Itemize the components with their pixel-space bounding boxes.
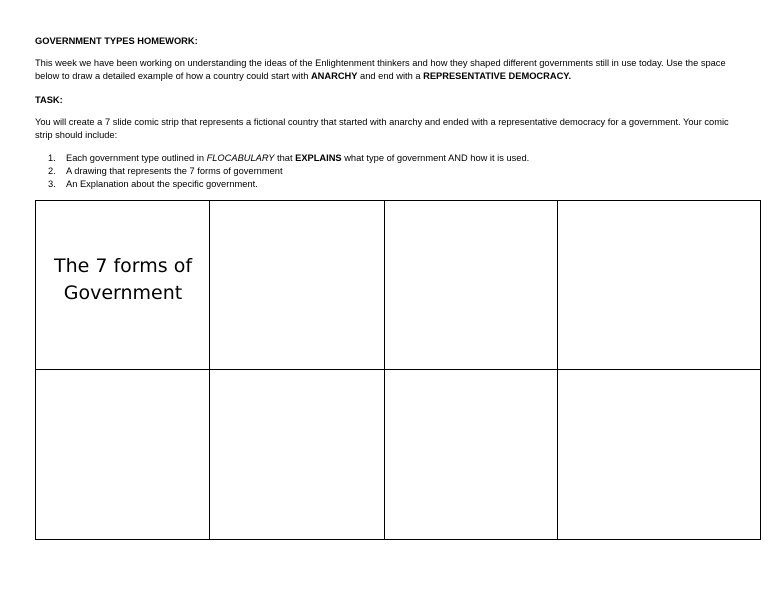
task-list [48, 152, 529, 191]
task-item-text-middle: that [274, 153, 296, 163]
task-list-item [48, 152, 529, 165]
list-number: 1. [48, 153, 56, 163]
list-number: 3. [48, 179, 56, 189]
task-item-text-end: what type of government AND how it is used. [341, 153, 530, 163]
intro-text-start: This week we have been working on understanding the ideas of the Enlightenment thinkers and how they shaped different governments still in use today. Use the space below to draw a detailed example of how a country could start with [35, 58, 726, 81]
intro-paragraph [35, 57, 735, 83]
task-heading: TASK: [35, 95, 63, 105]
task-item-text: An Explanation about the specific government. [66, 179, 258, 189]
homework-heading: GOVERNMENT TYPES HOMEWORK: [35, 36, 198, 46]
comic-panel-4[interactable] [558, 201, 760, 370]
anarchy-term: ANARCHY [310, 71, 358, 81]
task-item-text: A drawing that represents the 7 forms of government [66, 166, 283, 176]
comic-panel-5[interactable] [36, 370, 210, 539]
comic-title-line-1: The 7 forms of [53, 255, 193, 277]
comic-title [36, 253, 210, 307]
comic-panel-6[interactable] [210, 370, 385, 539]
comic-strip-grid [35, 200, 761, 540]
flocabulary-term: FLOCABULARY [206, 153, 275, 163]
comic-panel-3[interactable] [385, 201, 558, 370]
task-list-item [48, 165, 529, 178]
task-list-item [48, 178, 529, 191]
comic-panel-8[interactable] [558, 370, 760, 539]
task-item-text-start: Each government type outlined in [66, 153, 207, 163]
task-paragraph: You will create a 7 slide comic strip that represents a fictional country that started with anarchy and ended with a representative democracy for a government. Your comic strip should include: [35, 117, 729, 140]
intro-text-middle: and end with a [357, 71, 424, 81]
explains-term: EXPLAINS [295, 153, 342, 163]
comic-panel-2[interactable] [210, 201, 385, 370]
comic-title-panel [36, 201, 210, 370]
representative-democracy-term: REPRESENTATIVE DEMOCRACY. [423, 71, 572, 81]
comic-title-line-2: Government [63, 282, 183, 304]
comic-panel-7[interactable] [385, 370, 558, 539]
list-number: 2. [48, 166, 56, 176]
